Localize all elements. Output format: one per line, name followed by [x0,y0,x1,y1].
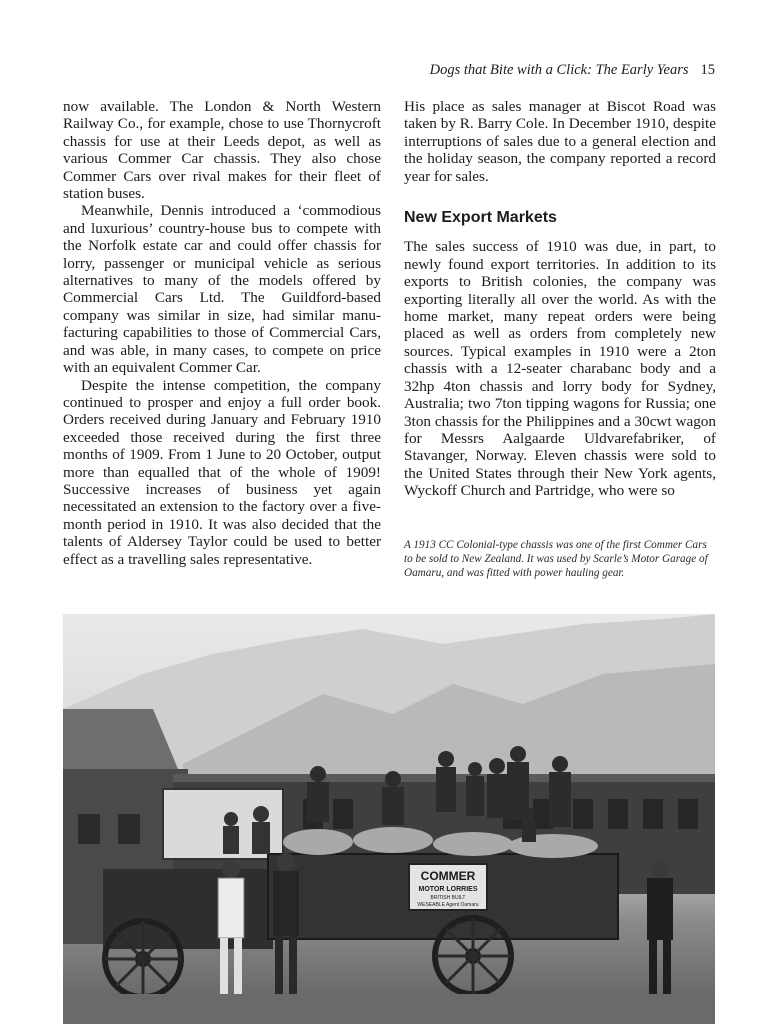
figure-caption: A 1913 CC Colonial-type chassis was one of the first Commer Cars to be sold to New Zealand. It was used by Scarle’s Motor Garage of Oamaru, and was fitted with power hauling gear. [404,539,708,579]
ground [63,994,715,1024]
right-column [404,98,716,500]
page-number: 15 [700,62,715,78]
right-paragraph-2: The sales success of 1910 was due, in part, to newly found export territories. In addition to its exports to British colonies, the company was exporting literally all over the world. As with the home market, many repeat orders were being placed as well as orders from completely new sources. Typical examples in 1910 were a 2ton chassis with a 12-seater charabanc body and a 32hp 4ton chassis and lorry body for Sydney, Australia; two 7ton tipping wagons for Russia; one 3ton chassis for the Philippines and a 30cwt wagon for Messrs Aalgaarde Uldvarefabriker, of Stavanger, Norway. Eleven chassis were sold to the United States through their New York agents, Wyckoff Church and Partridge, who were so [404,238,716,500]
station-window [78,814,100,844]
left-column [63,98,381,568]
right-paragraph-1: His place as sales manager at Biscot Road was taken by R. Barry Cole. In December 1910, despite interruptions of sales due to a general election and the holiday season, the company reported a record year for sales. [404,98,716,185]
man-in-white-coat [218,860,244,998]
sign-line-2: MOTOR LORRIES [418,886,478,893]
left-paragraph-2: Meanwhile, Dennis introduced a ‘commodious and luxurious’ country-house bus to compete with the Norfolk estate car and could offer chassis for lorry, passenger or municipal vehicle as serious alternatives to many of the models offered by Commercial Cars Ltd. The Guildford-based company was similar in size, had similar manufacturing capabilities to those of Commercial Cars, and was able, in many cases, to compete on price with an equivalent Commer Car. [63,202,381,377]
section-heading: New Export Markets [404,209,557,227]
front-wheel [105,921,181,997]
sign-line-1: COMMER [420,869,476,883]
sign-line-4: WESEABLE Agent Oamaru [417,902,479,908]
sign-line-3: BRITISH BUILT [430,895,466,901]
photo-illustration [63,614,715,1024]
running-head-title: Dogs that Bite with a Click: The Early Years [429,62,689,78]
figure-photo [63,614,715,1024]
running-head [300,62,715,79]
left-paragraph-3: Despite the intense competition, the company continued to prosper and enjoy a full order book. Orders received during January and February 1910 exceeded those received during the first three months of 1909. From 1 June to 20 October, output more than equalled that of the whole of 1909! Successive increases of business yet again necessitated an extension to the factory over a five-month period in 1910. It was also decided that the talents of Aldersey Taylor could be used to better effect as a travelling sales representative. [63,376,381,568]
man-in-uniform [647,860,673,995]
man-standing-dark-suit [273,853,299,998]
left-paragraph-1: now available. The London & North Western Railway Co., for example, chose to use Thornycroft chassis for use at their Leeds depot, as well as various Commer Car chassis. They also chose Commer Cars over rival makes for their fleet of station buses. [63,98,381,203]
station-window [118,814,140,844]
lorry-bonnet [103,869,273,949]
rear-wheel [435,918,511,994]
